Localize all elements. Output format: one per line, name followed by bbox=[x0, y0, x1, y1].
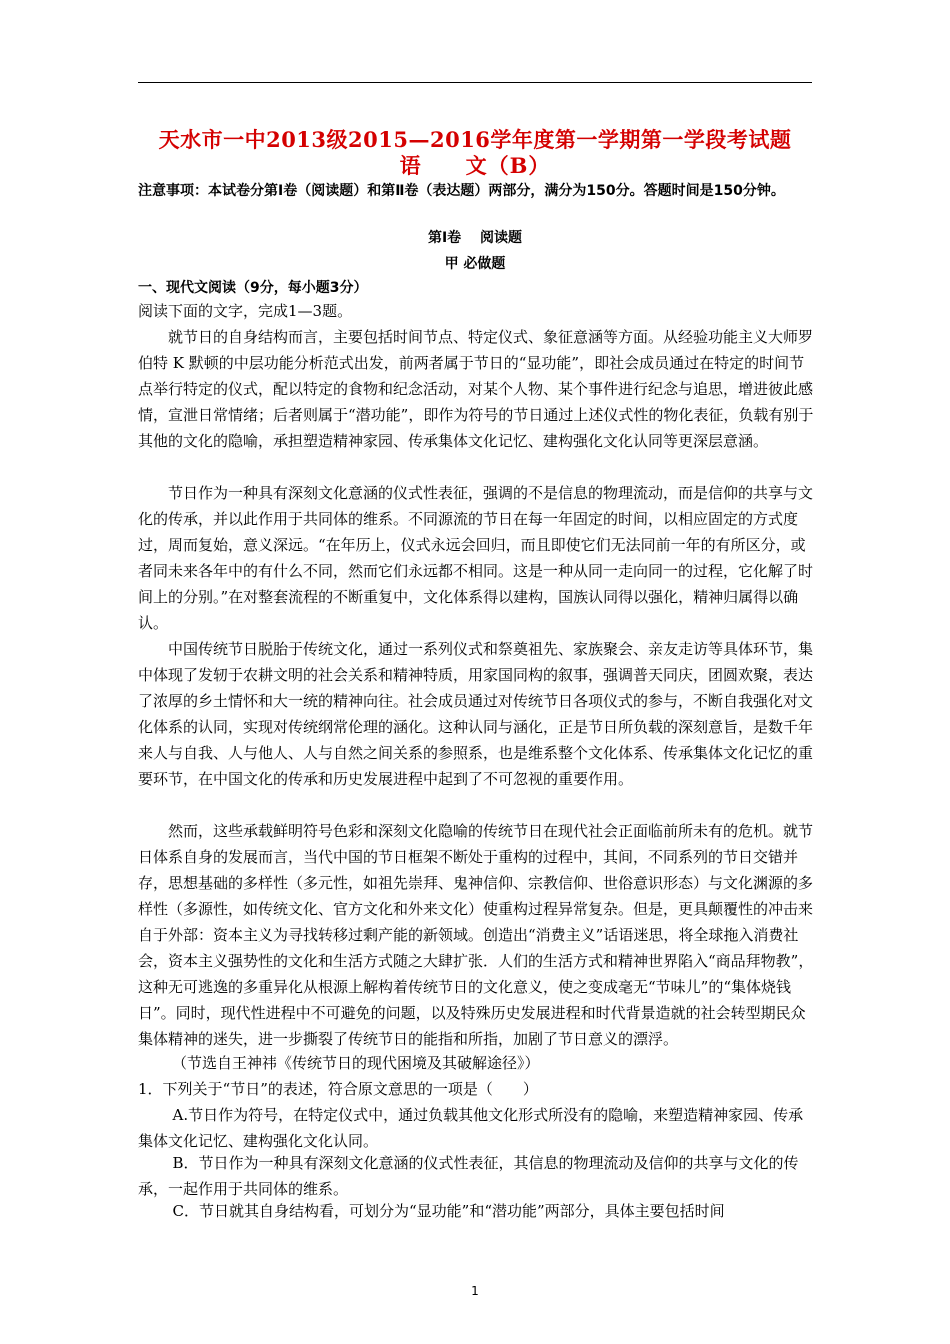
question-1-option-c: C．节日就其自身结构看，可划分为“显功能”和“潜功能”两部分，具体主要包括时间 bbox=[172, 1202, 725, 1220]
page-number: 1 bbox=[471, 1284, 479, 1298]
passage-paragraph-1: 就节日的自身结构而言，主要包括时间节点、特定仪式、象征意涵等方面。从经验功能主义大师罗伯特 K 默顿的中层功能分析范式出发，前两者属于节日的“显功能”，即社会成员通过在特定的时间节点举行特定的仪式，配以特定的食物和纪念活动，对某个人物、某个事件进行纪念与追思，增进彼此感情，宣泄日常情绪；后者则属于“潜功能”，即作为符号的节日通过上述仪式性的物化表征，负载有别于其他的文化的隐喻，承担塑造精神家园、传承集体文化记忆、建构强化文化认同等更深层意涵。 bbox=[138, 328, 814, 450]
passage-paragraph-2: 节日作为一种具有深刻文化意涵的仪式性表征，强调的不是信息的物理流动，而是信仰的共享与文化的传承，并以此作用于共同体的维系。不同源流的节日在每一年固定的时间，以相应固定的方式度过，周而复始，意义深远。“在年历上，仪式永远会回归，而且即使它们无法同前一年的有所区分，或者同未来各年中的有什么不同，然而它们永远都不相同。这是一种从同一走向同一的过程，它化解了时间上的分别。”在对整套流程的不断重复中，文化体系得以建构，国族认同得以强化，精神归属得以确认。 bbox=[138, 484, 814, 632]
passage-paragraph-4: 然而，这些承载鲜明符号色彩和深刻文化隐喻的传统节日在现代社会正面临前所未有的危机。就节日体系自身的发展而言，当代中国的节日框架不断处于重构的过程中，其间，不同系列的节日交错并存，思想基础的多样性（多元性，如祖先崇拜、鬼神信仰、宗教信仰、世俗意识形态）与文化渊源的多样性（多源性，如传统文化、官方文化和外来文化）使重构过程异常复杂。但是，更具颠覆性的冲击来自于外部：资本主义为寻找转移过剩产能的新领域。创造出“消费主义”话语迷思，将全球拖入消费社会，资本主义强势性的文化和生活方式随之大肆扩张．人们的生活方式和精神世界陷入“商品拜物教”，这种无可逃逸的多重异化从根源上解构着传统节日的文化意义，使之变成毫无“节味儿”的“集体烧钱日”。同时，现代性进程中不可避免的问题，以及特殊历史发展进程和时代背景造就的社会转型期民众集体精神的迷失，进一步撕裂了传统节日的能指和所指，加剧了节日意义的漂浮。 bbox=[138, 822, 814, 1048]
exam-notice: 注意事项：本试卷分第Ⅰ卷（阅读题）和第Ⅱ卷（表达题）两部分，满分为150分。答题时间是150分钟。 bbox=[138, 183, 785, 199]
question-1-option-b: B．节日作为一种具有深刻文化意涵的仪式性表征，其信息的物理流动及信仰的共享与文化的传承，一起作用于共同体的维系。 bbox=[138, 1154, 799, 1198]
part-title: 甲 必做题 bbox=[444, 256, 506, 272]
question-1-stem: 1．下列关于“节日”的表述，符合原文意思的一项是（ ） bbox=[138, 1080, 538, 1098]
volume-title: 第Ⅰ卷 阅读题 bbox=[427, 230, 523, 246]
question-1-option-a: A.节日作为符号，在特定仪式中，通过负载其他文化形式所没有的隐喻，来塑造精神家园、传承集体文化记忆、建构强化文化认同。 bbox=[138, 1106, 804, 1150]
exam-title: 天水市一中2013级2015—2016学年度第一学期第一学段考试题 bbox=[158, 127, 792, 152]
passage-paragraph-3: 中国传统节日脱胎于传统文化，通过一系列仪式和祭奠祖先、家族聚会、亲友走访等具体环节，集中体现了发轫于农耕文明的社会关系和精神特质，用家国同构的叙事，强调普天同庆，团圆欢聚，表达了浓厚的乡土情怀和大一统的精神向往。社会成员通过对传统节日各项仪式的参与，不断自我强化对文化体系的认同，实现对传统纲常伦理的涵化。这种认同与涵化，正是节日所负载的深刻意旨，是数千年来人与自我、人与他人、人与自然之间关系的参照系，也是维系整个文化体系、传承集体文化记忆的重要环节，在中国文化的传承和历史发展进程中起到了不可忽视的重要作用。 bbox=[138, 640, 814, 788]
header-rule bbox=[138, 82, 812, 83]
reading-instruction: 阅读下面的文字，完成1—3题。 bbox=[138, 302, 353, 320]
passage-source: （节选自王神祎《传统节日的现代困境及其破解途径》） bbox=[172, 1054, 540, 1072]
section-heading: 一、现代文阅读（9分，每小题3分） bbox=[138, 280, 368, 296]
subject-title: 语 文（B） bbox=[399, 153, 551, 178]
